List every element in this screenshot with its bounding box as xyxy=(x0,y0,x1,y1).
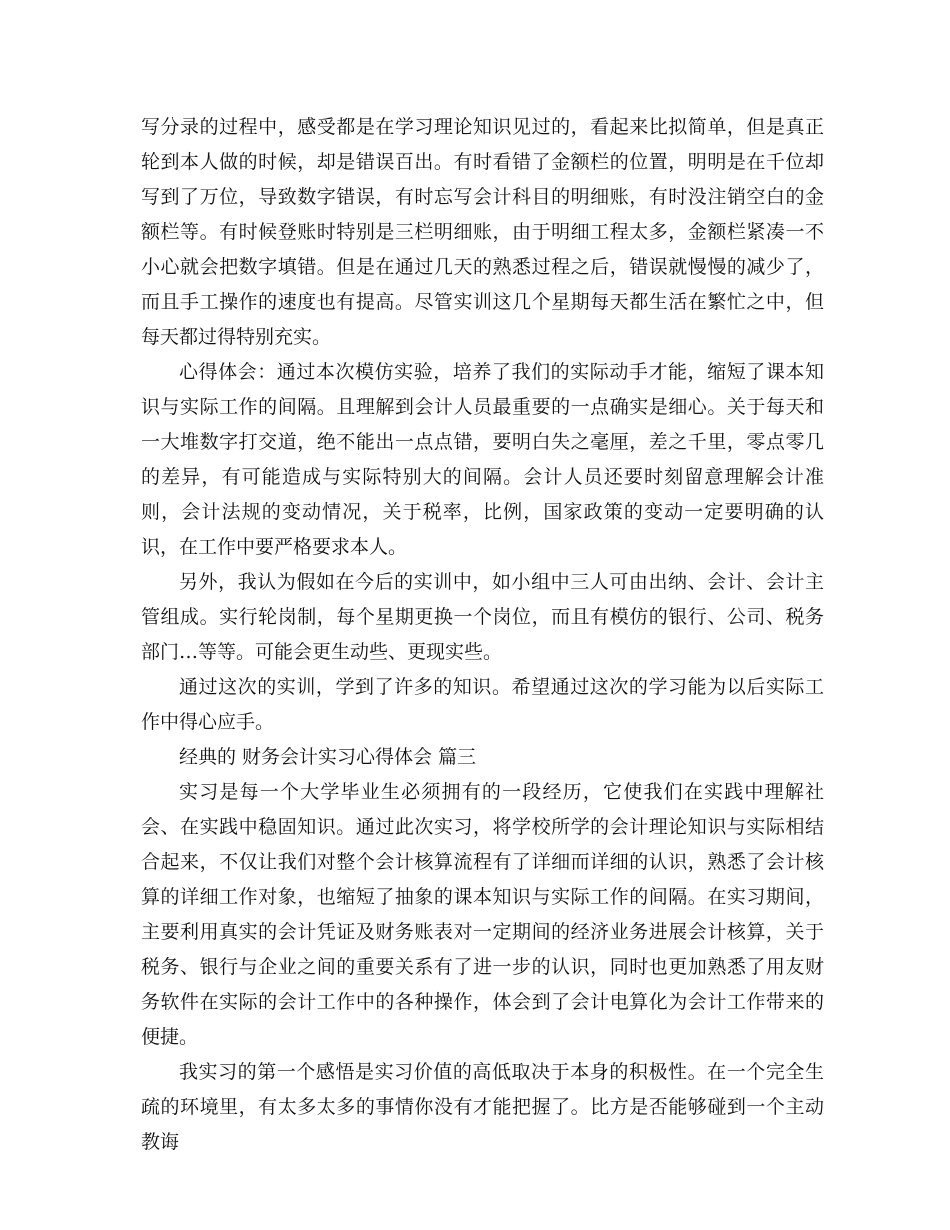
paragraph-suggestion: 另外，我认为假如在今后的实训中，如小组中三人可由出纳、会计、会计主管组成。实行轮岗制，每个星期更换一个岗位，而且有模仿的银行、公司、税务部门…等等。可能会更生动些、更现实些。 xyxy=(141,571,824,663)
paragraph-entry-errors: 写分录的过程中，感受都是在学习理论知识见过的，看起来比拟简单，但是真正轮到本人做的时候，却是错误百出。有时看错了金额栏的位置，明明是在千位却写到了万位，导致数字错误，有时忘写会计科目的明细账，有时没注销空白的金额栏等。有时候登账时特别是三栏明细账，由于明细工程太多，金额栏紧凑一不小心就会把数字填错。但是在通过几天的熟悉过程之后，错误就慢慢的减少了，而且手工操作的速度也有提高。尽管实训这几个星期每天都生活在繁忙之中，但每天都过得特别充实。 xyxy=(141,116,824,348)
paragraph-internship-intro: 实习是每一个大学毕业生必须拥有的一段经历，它使我们在实践中理解社会、在实践中稳固知识。通过此次实习，将学校所学的会计理论知识与实际相结合起来，不仅让我们对整个会计核算流程有了详细而详细的认识，熟悉了会计核算的详细工作对象，也缩短了抽象的课本知识与实际工作的间隔。在实习期间，主要利用真实的会计凭证及财务账表对一定期间的经济业务进展会计核算，关于税务、银行与企业之间的重要关系有了进一步的认识，同时也更加熟悉了用友财务软件在实际的会计工作中的各种操作，体会到了会计电算化为会计工作带来的便捷。 xyxy=(141,781,824,1048)
paragraph-reflections: 心得体会：通过本次模仿实验，培养了我们的实际动手才能，缩短了课本知识与实际工作的间隔。且理解到会计人员最重要的一点确实是细心。关于每天和一大堆数字打交道，绝不能出一点点错，要明白失之毫厘，差之千里，零点零几的差异，有可能造成与实际特别大的间隔。会计人员还要时刻留意理解会计准则，会计法规的变动情况，关于税率，比例，国家政策的变动一定要明确的认识，在工作中要严格要求本人。 xyxy=(141,361,824,558)
paragraph-first-insight: 我实习的第一个感悟是实习价值的高低取决于本身的积极性。在一个完全生疏的环境里，有太多太多的事情你没有才能把握了。比方是否能够碰到一个主动教诲 xyxy=(141,1061,824,1153)
document-body xyxy=(141,110,824,1160)
paragraph-conclusion: 通过这次的实训，学到了许多的知识。希望通过这次的学习能为以后实际工作中得心应手。 xyxy=(141,676,824,733)
section-heading: 经典的 财务会计实习心得体会 篇三 xyxy=(179,746,477,768)
